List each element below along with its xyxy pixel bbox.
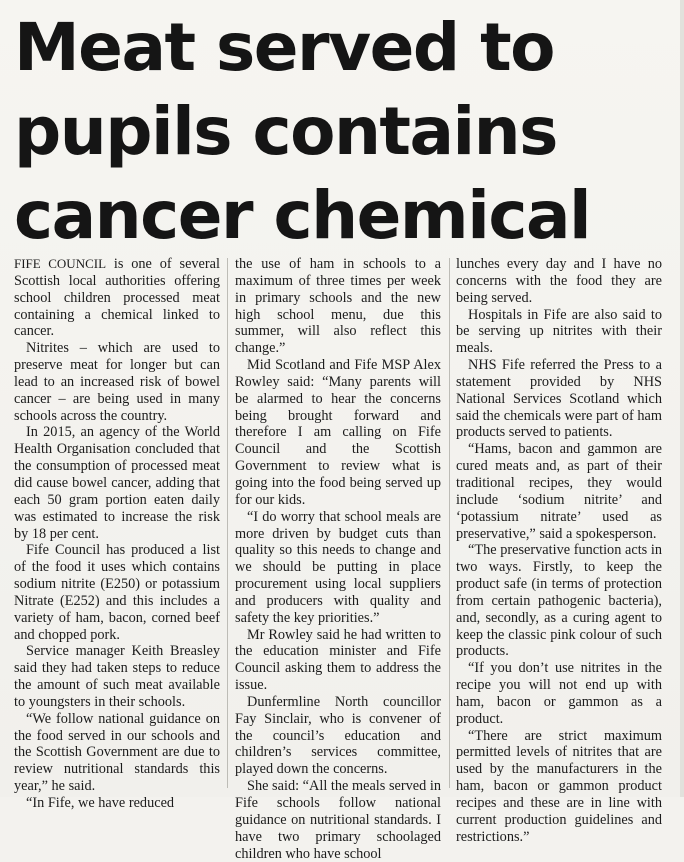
paragraph: “In Fife, we have reduced — [26, 795, 175, 811]
article-body — [14, 256, 670, 862]
paragraph: “The preservative function acts in two ways. Firstly, to keep the product safe (in terms of protection from certain pathogenic bacteria), and, secondly, as a curing agent to keep the classic pink colour of such products. — [456, 542, 662, 660]
paragraph: Mid Scotland and Fife MSP Alex Rowley said: “Many parents will be alarmed to hear the concerns being brought forward and therefore I am calling on Fife Council and the Scottish Government to review what is going into the food being served up for our kids. — [235, 357, 441, 508]
paragraph: “We follow national guidance on the food served in our schools and the Scottish Government are due to review nutritional standards this year,” he said. — [14, 710, 220, 795]
headline-line-3: cancer chemical — [14, 177, 591, 254]
paragraph: “I do worry that school meals are more driven by budget cuts than quality so this needs to change and we should be putting in place procurement using local suppliers and producers with quality and safety the key priorities.” — [235, 508, 441, 626]
lead-paragraph — [14, 256, 220, 340]
column-2 — [235, 256, 441, 862]
paragraph: She said: “All the meals served in Fife schools follow national guidance on nutritional standards. I have two primary schoolaged children who have school — [235, 778, 441, 862]
paragraph-continued: lunches every day and I have no concerns with the food they are being served. — [456, 256, 662, 306]
paragraph: NHS Fife referred the Press to a statement provided by NHS National Services Scotland which said the chemicals were part of ham products served to patients. — [456, 357, 662, 441]
headline-line-2: pupils contains — [14, 93, 557, 170]
paragraph: In 2015, an agency of the World Health Organisation concluded that the consumption of processed meat did cause bowel cancer, adding that each 50 gram portion eaten daily was estimated to increase the risk by 18 per cent. — [14, 424, 220, 542]
paragraph: Dunfermline North councillor Fay Sinclair, who is convener of the council’s education and children’s services committee, played down the concerns. — [235, 693, 441, 778]
paragraph: Service manager Keith Breasley said they had taken steps to reduce the amount of such meat available to youngsters in their schools. — [14, 643, 220, 710]
headline-line-1: Meat served to — [14, 9, 554, 86]
headline — [14, 6, 674, 258]
column-1 — [14, 256, 220, 811]
paragraph-continued: the use of ham in schools to a maximum of three times per week in primary schools and the new high school menu, due this summer, will also reflect this change.” — [235, 256, 441, 357]
paragraph: “Hams, bacon and gammon are cured meats and, as part of their traditional recipes, they would include ‘sodium nitrite’ and ‘potassium nitrate’ used as preservative,” said a spokesperson. — [456, 441, 662, 542]
paragraph: “There are strict maximum permitted levels of nitrites that are used by the manufacturers in the ham, bacon or gammon product recipes and these are in line with current production guidelines and restrictions.” — [456, 727, 662, 845]
paragraph: “If you don’t use nitrites in the recipe you will not end up with ham, bacon or gammon as a product. — [456, 660, 662, 727]
paragraph: Mr Rowley said he had written to the education minister and Fife Council asking them to address the issue. — [235, 626, 441, 694]
paragraph: Fife Council has produced a list of the food it uses which contains sodium nitrite (E250) or potassium Nitrate (E252) and this includes a variety of ham, bacon, corned beef and chopped pork. — [14, 542, 220, 643]
paragraph: Nitrites – which are used to preserve meat for longer but can lead to an increased risk of bowel cancer – are being used in many schools across the country. — [14, 340, 220, 424]
lead-in: FIFE COUNCIL — [14, 256, 107, 271]
lead-paragraph-text: is one of several Scottish local authorities offering school children processed meat containing a chemical linked to cancer. — [14, 256, 220, 340]
paragraph: Hospitals in Fife are also said to be serving up nitrites with their meals. — [456, 306, 662, 357]
column-3 — [456, 256, 662, 845]
